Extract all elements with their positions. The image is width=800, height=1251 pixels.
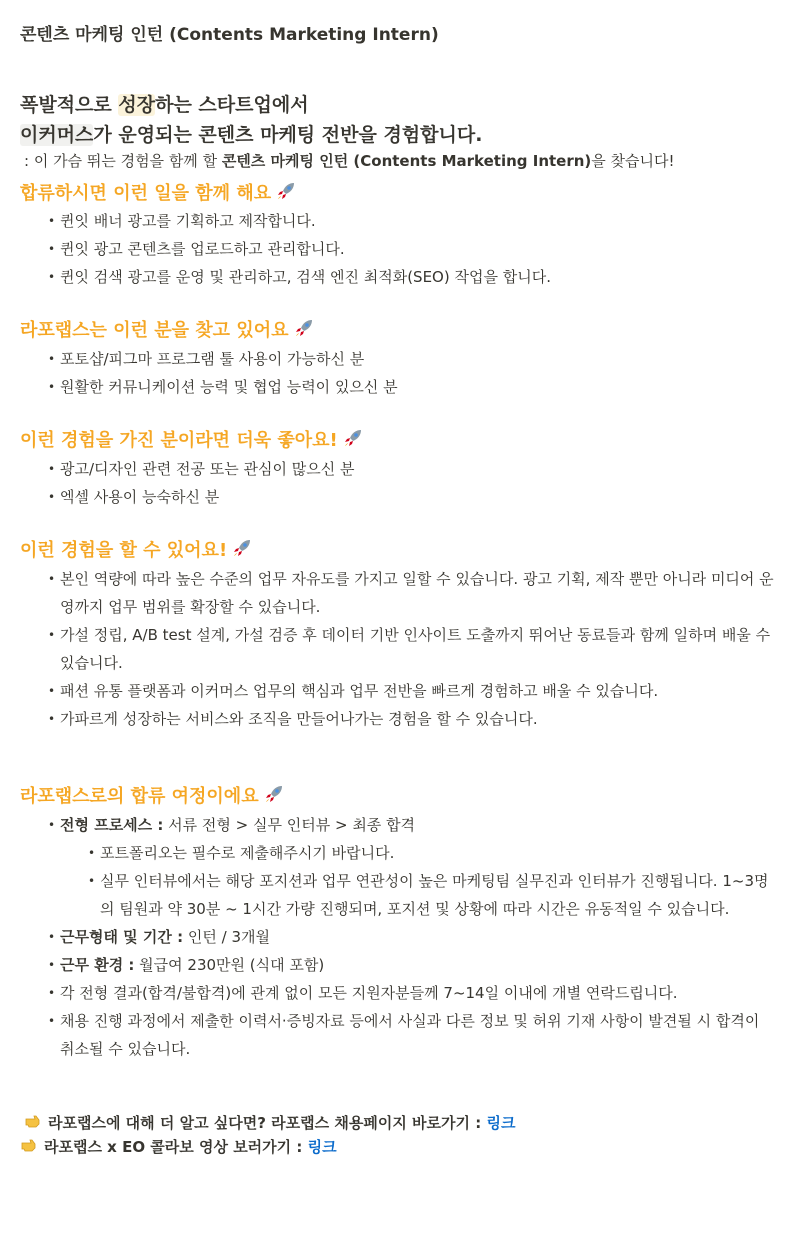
work-type-value: 인턴 / 3개월 [183,928,270,946]
rocket-icon [275,180,297,210]
list-item: • 채용 진행 과정에서 제출한 이력서·증빙자료 등에서 사실과 다른 정보 및 허위 기재 사항이 발견될 시 합격이 취소될 수 있습니다. [48,1007,778,1063]
list-item: • 퀸잇 광고 콘텐츠를 업로드하고 관리합니다. [48,235,778,263]
list-item: • 가설 정립, A/B test 설계, 가설 검증 후 데이터 기반 인사이트 도출까지 뛰어난 동료들과 함께 일하며 배울 수 있습니다. [48,621,778,677]
rocket-icon [263,783,285,813]
footer-text: 라포랩스 x EO 콜라보 영상 보러가기 : [44,1138,308,1156]
list-item [48,811,778,923]
list-item: • 패션 유통 플랫폼과 이커머스 업무의 핵심과 업무 전반을 빠르게 경험하고 배울 수 있습니다. [48,677,778,705]
section-heading-text: 이런 경험을 가진 분이라면 더욱 좋아요! [20,430,338,451]
section-list [48,565,778,733]
section-heading [20,427,364,457]
footer-line-1 [24,1112,515,1134]
list-item: • 원활한 커뮤니케이션 능력 및 협업 능력이 있으신 분 [48,373,778,401]
rocket-icon [231,537,253,567]
footer-text: 라포랩스에 대해 더 알고 싶다면? 라포랩스 채용페이지 바로가기 : [48,1114,487,1132]
list-item: • 광고/디자인 관련 전공 또는 관심이 많으신 분 [48,455,778,483]
process-sub-list [60,839,778,923]
highlight-text: 성장 [118,94,156,116]
intro-bold: 콘텐츠 마케팅 인턴 (Contents Marketing Intern) [221,152,592,170]
intro-text [24,150,675,172]
intro-pre: : 이 가슴 뛰는 경험을 함께 할 [24,152,222,170]
section-heading-text: 합류하시면 이런 일을 함께 해요 [20,183,272,204]
list-item: • 퀸잇 검색 광고를 운영 및 관리하고, 검색 엔진 최적화(SEO) 작업을 합니다. [48,263,778,291]
section-heading [20,537,253,567]
list-item: • 포토샵/피그마 프로그램 툴 사용이 가능하신 분 [48,345,778,373]
headline-line-2 [20,122,482,148]
page-title: 콘텐츠 마케팅 인턴 (Contents Marketing Intern) [20,25,439,45]
pointing-hand-icon [24,1112,44,1134]
rocket-icon [293,317,315,347]
list-item [48,951,778,979]
process-value: 서류 전형 > 실무 인터뷰 > 최종 합격 [163,816,416,834]
section-heading [20,180,297,210]
headline-text: 가 운영되는 콘텐츠 마케팅 전반을 경험합니다. [93,124,483,146]
highlight-text: 이커머스 [20,124,94,146]
list-item: • 가파르게 성장하는 서비스와 조직을 만들어나가는 경험을 할 수 있습니다. [48,705,778,733]
video-link[interactable]: 링크 [307,1138,337,1156]
footer-line-2 [20,1136,337,1158]
rocket-icon [342,427,364,457]
process-label: 전형 프로세스 : [60,816,164,834]
section-list [48,207,778,291]
section-heading-text: 라포랩스로의 합류 여정이에요 [20,786,259,807]
section-list [48,455,778,511]
list-item: • 본인 역량에 따라 높은 수준의 업무 자유도를 가지고 일할 수 있습니다. 광고 기획, 제작 뿐만 아니라 미디어 운영까지 업무 범위를 확장할 수 있습니다. [48,565,778,621]
list-item: • 각 전형 결과(합격/불합격)에 관계 없이 모든 지원자분들께 7~14일 이내에 개별 연락드립니다. [48,979,778,1007]
work-type-label: 근무형태 및 기간 : [60,928,184,946]
sub-list-item: • 실무 인터뷰에서는 해당 포지션과 업무 연관성이 높은 마케팅팀 실무진과 인터뷰가 진행됩니다. 1~3명의 팀원과 약 30분 ~ 1시간 가량 진행되며, 포지션 및 상황에 따라 시간은 유동적일 수 있습니다. [88,867,778,923]
list-item [48,923,778,951]
work-env-value: 월급여 230만원 (식대 포함) [134,956,325,974]
section-heading-text: 라포랩스는 이런 분을 찾고 있어요 [20,320,289,341]
list-item: • 엑셀 사용이 능숙하신 분 [48,483,778,511]
career-page-link[interactable]: 링크 [486,1114,516,1132]
work-env-label: 근무 환경 : [60,956,135,974]
headline-text: 폭발적으로 [20,94,119,116]
section-heading [20,783,285,813]
section-list [48,345,778,401]
process-list [48,811,778,1063]
pointing-hand-icon [20,1136,40,1158]
intro-post: 을 찾습니다! [591,152,675,170]
section-heading [20,317,315,347]
headline-text: 하는 스타트업에서 [155,94,309,116]
section-heading-text: 이런 경험을 할 수 있어요! [20,540,228,561]
sub-list-item: • 포트폴리오는 필수로 제출해주시기 바랍니다. [88,839,778,867]
headline-line-1 [20,92,309,118]
list-item: • 퀸잇 배너 광고를 기획하고 제작합니다. [48,207,778,235]
